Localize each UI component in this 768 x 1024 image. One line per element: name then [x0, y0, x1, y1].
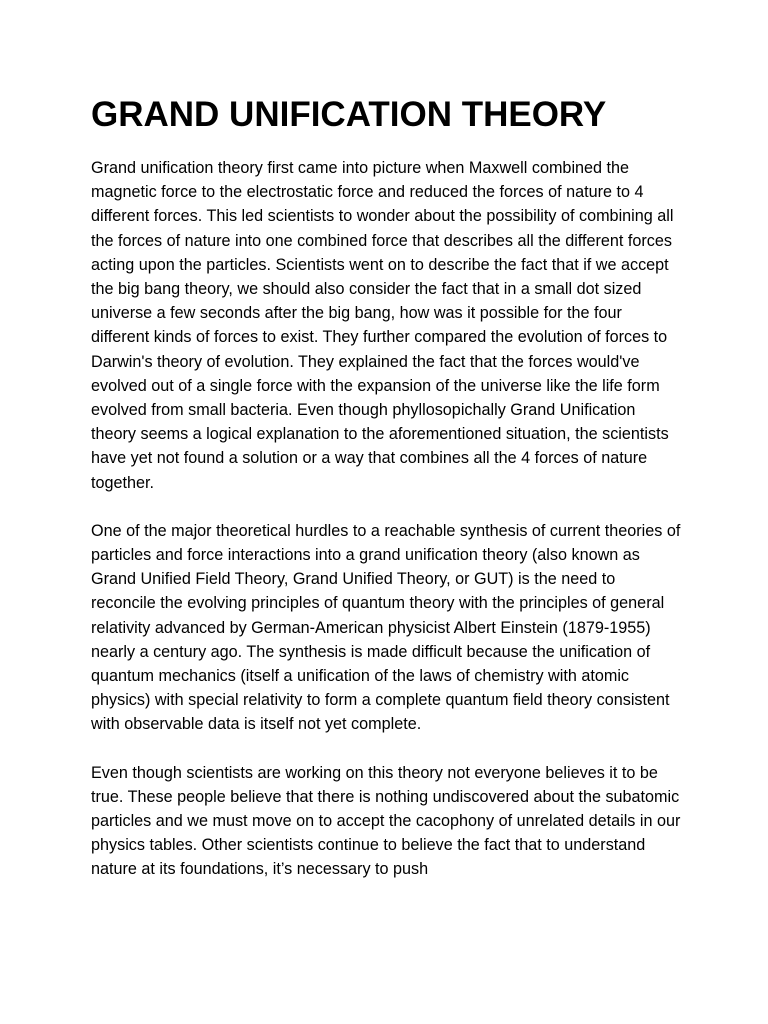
paragraph-1: Grand unification theory first came into picture when Maxwell combined the magnetic force to the electrostatic force and reduced the forces of nature to 4 different forces. This led scientists to wonder about the possibility of combining all the forces of nature into one combined force that describes all the different forces acting upon the particles. Scientists went on to describe the fact that if we accept the big bang theory, we should also consider the fact that in a small dot sized universe a few seconds after the big bang, how was it possible for the four different kinds of forces to exist. They further compared the evolution of forces to Darwin's theory of evolution. They explained the fact that the forces would've evolved out of a single force with the expansion of the universe like the life form evolved from small bacteria. Even though phyllosopichally Grand Unification theory seems a logical explanation to the aforementioned situation, the scientists have yet not found a solution or a way that combines all the 4 forces of nature together.: [91, 159, 674, 492]
document-title: GRAND UNIFICATION THEORY: [91, 95, 607, 134]
document-body: [91, 94, 683, 882]
paragraph-3: Even though scientists are working on this theory not everyone believes it to be true. These people believe that there is nothing undiscovered about the subatomic particles and we must move on to accept the cacophony of unrelated details in our physics tables. Other scientists continue to believe the fact that to understand nature at its foundations, it’s necessary to push: [91, 763, 681, 879]
paragraph-2: One of the major theoretical hurdles to a reachable synthesis of current theories of particles and force interactions into a grand unification theory (also known as Grand Unified Field Theory, Grand Unified Theory, or GUT) is the need to reconcile the evolving principles of quantum theory with the principles of general relativity advanced by German-American physicist Albert Einstein (1879-1955) nearly a century ago. The synthesis is made difficult because the unification of quantum mechanics (itself a unification of the laws of chemistry with atomic physics) with special relativity to form a complete quantum field theory consistent with observable data is itself not yet complete.: [91, 521, 681, 734]
